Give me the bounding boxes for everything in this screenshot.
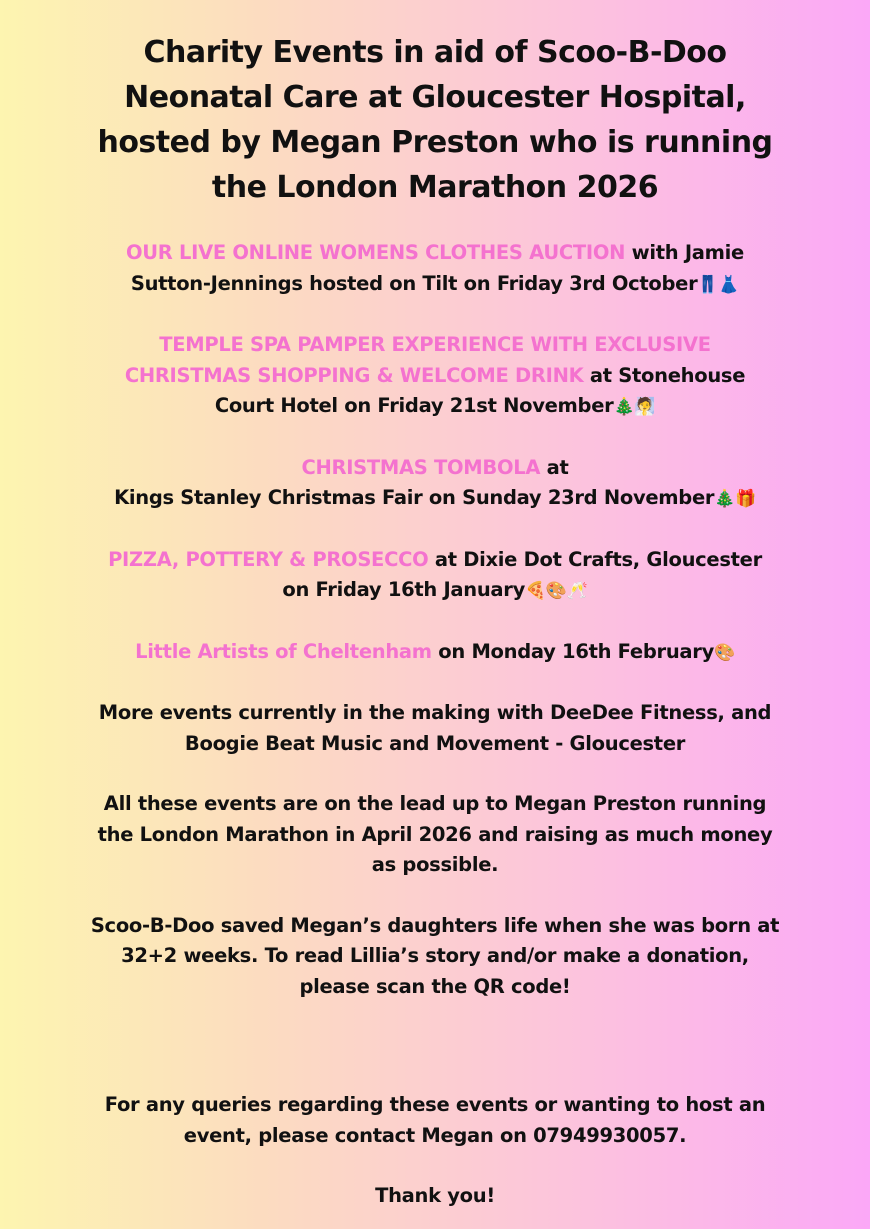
more-events-text [60,698,810,759]
event-pizza-pottery [60,545,810,607]
text-line: please scan the QR code! [299,974,571,998]
event-detail: at Stonehouse [583,363,746,387]
thank-you: Thank you! [375,1184,495,1207]
event-little-artists [60,637,810,669]
title-line: the London Marathon 2026 [211,170,659,205]
text-line: as possible. [371,853,499,876]
lead-up-text [60,789,810,881]
contact-text [60,1090,810,1151]
title-line: hosted by Megan Preston who is running [97,125,773,160]
event-detail: on Friday 16th January [282,578,526,601]
event-highlight: PIZZA, POTTERY & PROSECCO [108,547,429,571]
title-line: Charity Events in aid of Scoo-B-Doo [143,35,727,70]
page-title [60,30,810,210]
event-detail: Court Hotel on Friday 21st November [214,394,614,417]
event-highlight: Little Artists of Cheltenham [135,639,432,663]
event-highlight: TEMPLE SPA PAMPER EXPERIENCE WITH EXCLUSIVE [159,333,711,356]
text-line: More events currently in the making with DeeDee Fitness, and [98,701,772,724]
text-line: 32+2 weeks. To read Lillia’s story and/or make a donation, [121,944,749,967]
event-highlight: CHRISTMAS SHOPPING & WELCOME DRINK [124,363,584,387]
text-line: All these events are on the lead up to Megan Preston running [103,792,767,815]
poster-body [60,238,810,1212]
text-line: Scoo-B-Doo saved Megan’s daughters life when she was born at [90,913,780,937]
pizza-palette-glasses-emoji-icon: 🍕🎨🥂 [525,581,588,601]
event-detail: on Monday 16th February [431,639,714,663]
text-line: Boogie Beat Music and Movement - Gloucester [184,731,686,755]
event-detail: at [540,455,569,479]
story-text [60,911,810,1003]
event-highlight: OUR LIVE ONLINE WOMENS CLOTHES AUCTION [126,241,626,264]
event-detail: with Jamie [625,241,744,264]
text-line: event, please contact Megan on 07949930057. [183,1123,687,1147]
jeans-dress-emoji-icon: 👖👗 [697,274,740,295]
event-christmas-tombola [60,453,810,515]
event-temple-spa [60,330,810,423]
text-line: For any queries regarding these events or wanting to host an [104,1093,766,1116]
tree-gift-emoji-icon: 🎄🎁 [714,489,756,509]
tree-spa-emoji-icon: 🎄🧖 [613,397,656,417]
event-detail: Sutton-Jennings hosted on Tilt on Friday 3rd October [130,271,698,295]
text-line: the London Marathon in April 2026 and raising as much money [97,822,773,846]
title-line: Neonatal Care at Gloucester Hospital, [124,80,746,115]
event-detail: at Dixie Dot Crafts, Gloucester [428,547,762,571]
thank-you-text [60,1181,810,1212]
event-highlight: CHRISTMAS TOMBOLA [301,455,541,479]
palette-emoji-icon: 🎨 [713,642,735,663]
event-clothes-auction [60,238,810,300]
event-detail: Kings Stanley Christmas Fair on Sunday 23rd November [114,486,715,509]
